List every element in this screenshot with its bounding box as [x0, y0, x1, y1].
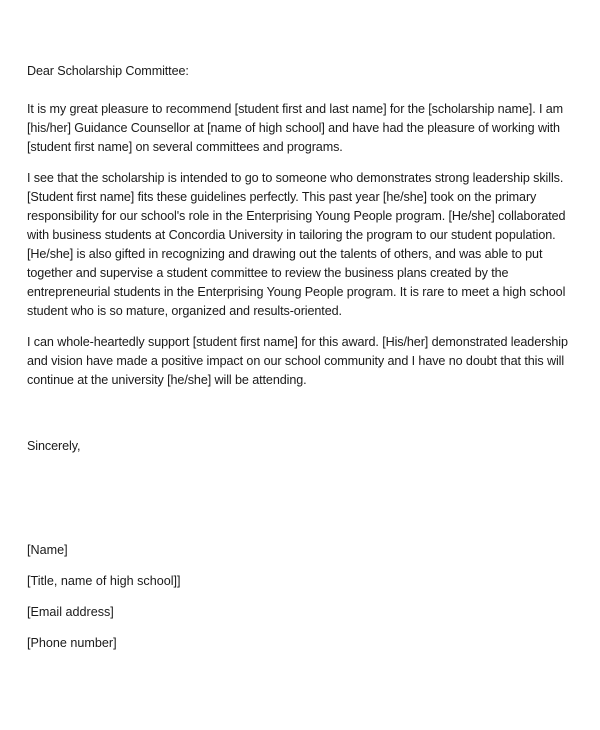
closing: Sincerely,: [27, 439, 81, 453]
letter-body: [27, 62, 575, 456]
paragraph-leadership: I see that the scholarship is intended to go to someone who demonstrates strong leadership skills. [Student first name] fits these guidelines perfectly. This past year [he/she] took on the primary responsibility for our school's role in the Enterprising Young People program. [He/she] collaborated with business students at Concordia University in tailoring the program to our student population. [He/she] is also gifted in recognizing and drawing out the talents of others, and was able to put together and supervise a student committee to review the business plans created by the entrepreneurial students in the Enterprising Young People program. It is rare to meet a high school student who is so mature, organized and results-oriented.: [27, 171, 566, 318]
signature-name: [Name]: [27, 543, 68, 557]
salutation: Dear Scholarship Committee:: [27, 64, 189, 78]
paragraph-recommendation: It is my great pleasure to recommend [student first and last name] for the [scholarship name]. I am [his/her] Guidance Counsellor at [name of high school] and have had the pleasure of working with [student first name] on several committees and programs.: [27, 102, 564, 154]
paragraph-support: I can whole-heartedly support [student first name] for this award. [His/her] demonstrated leadership and vision have made a positive impact on our school community and I have no doubt that this will continue at the university [he/she] will be attending.: [27, 335, 568, 387]
signature-title: [Title, name of high school]]: [27, 574, 181, 588]
signature-phone: [Phone number]: [27, 636, 117, 650]
signature-email: [Email address]: [27, 605, 114, 619]
signature-block: [27, 541, 181, 665]
